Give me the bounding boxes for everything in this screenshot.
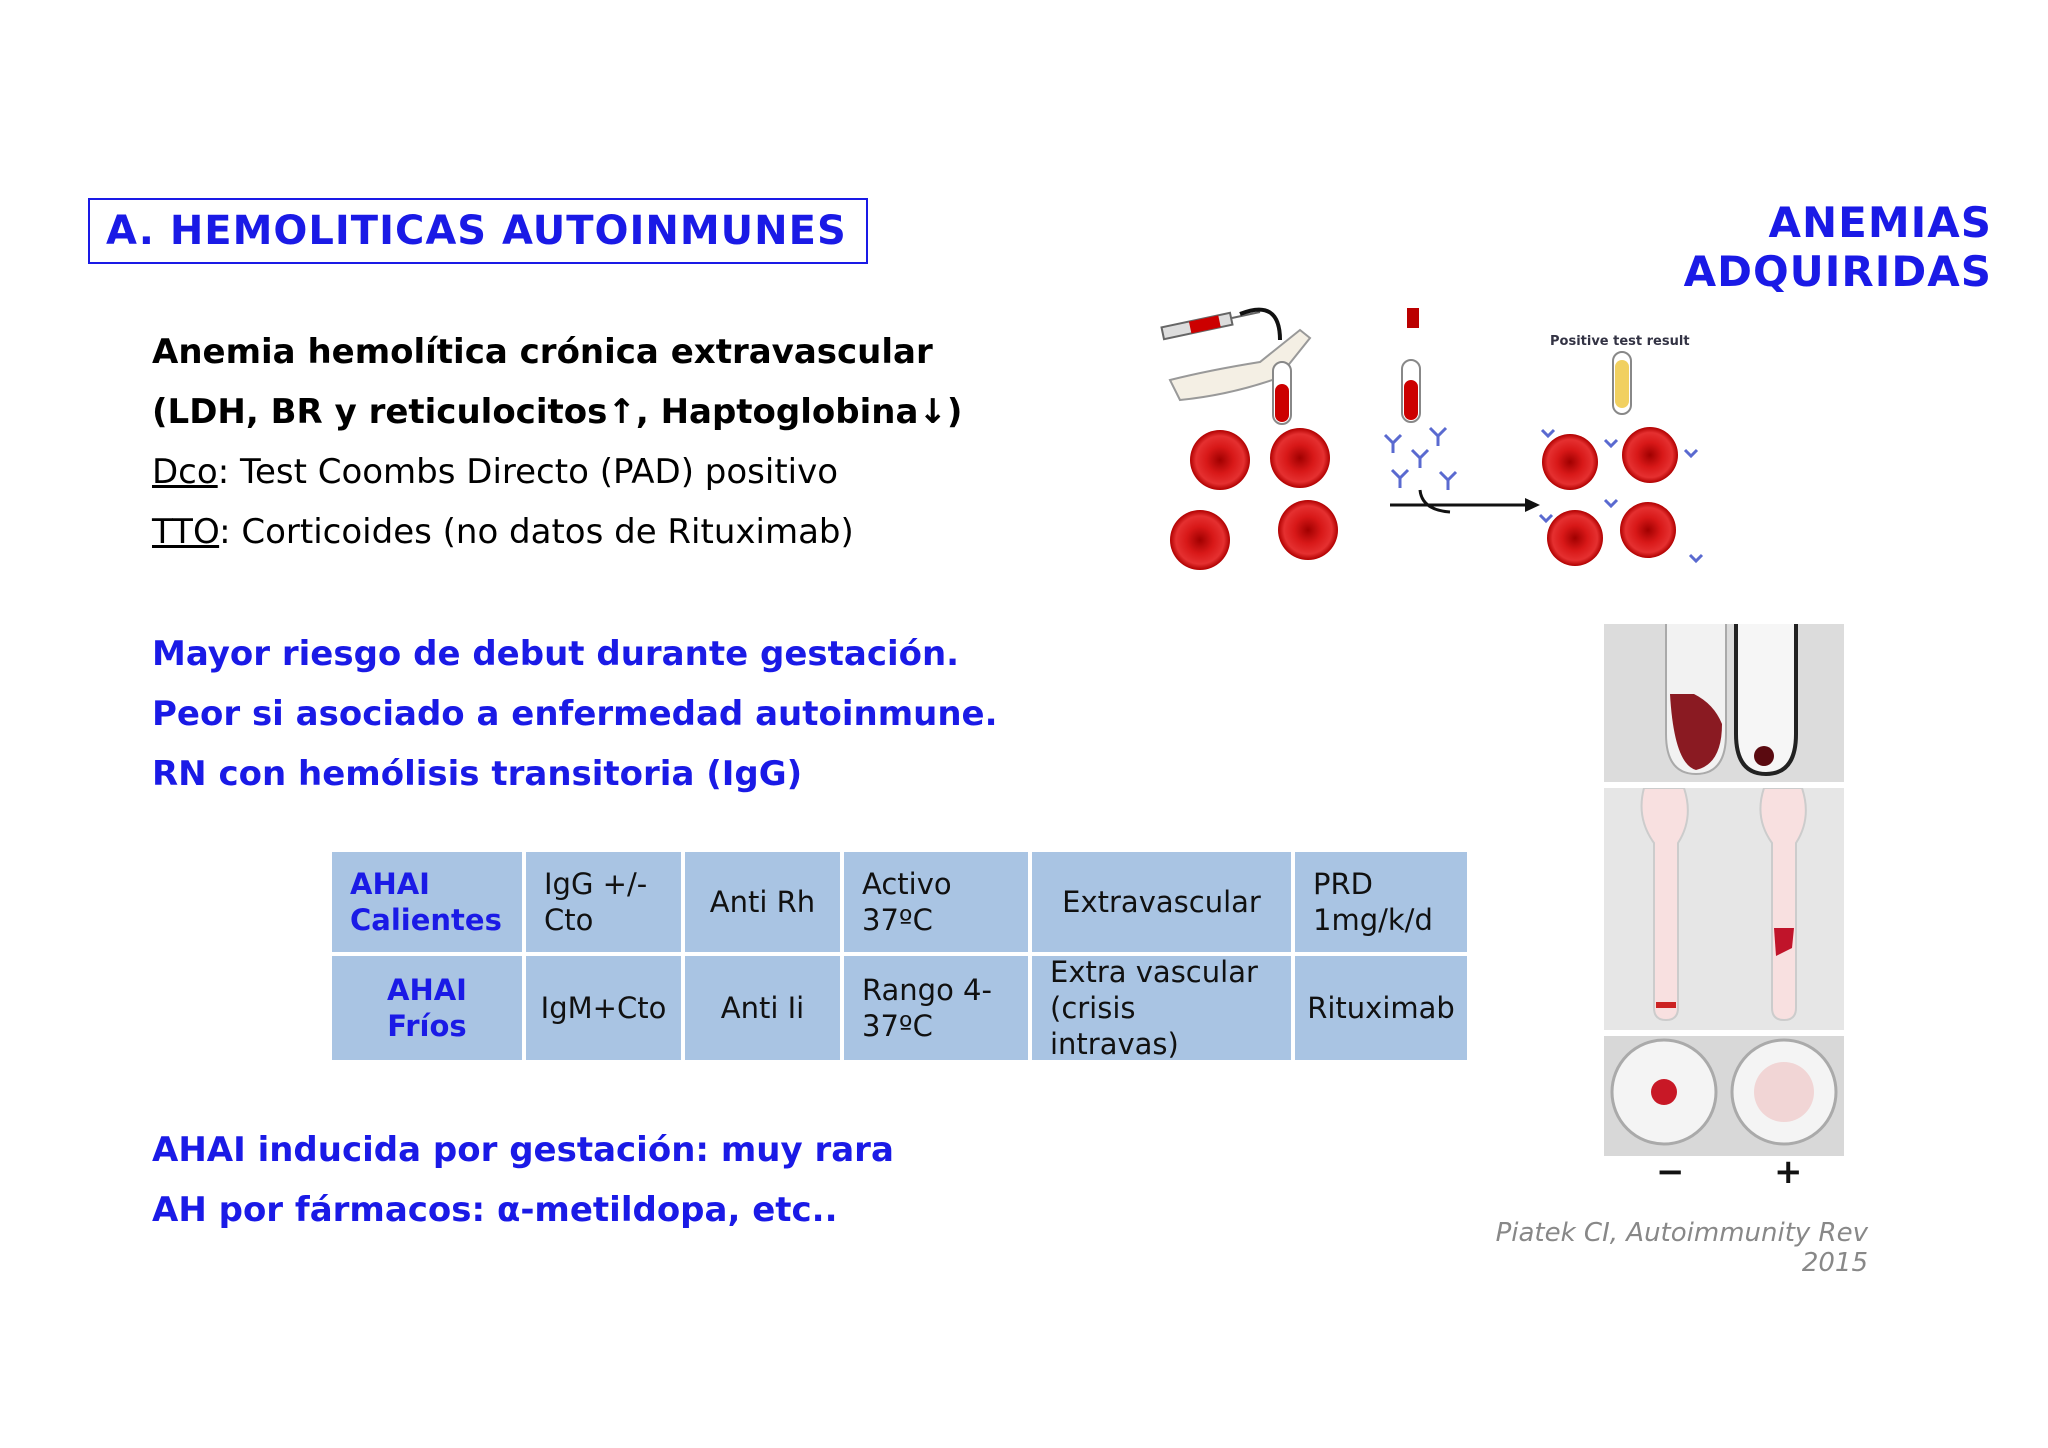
pregnancy-line-3: RN con hemólisis transitoria (IgG) bbox=[152, 754, 803, 794]
tube-photo-2 bbox=[1604, 788, 1844, 1030]
summary-line-2: (LDH, BR y reticulocitos↑, Haptoglobina↓) bbox=[152, 392, 963, 432]
treatment-text: : Corticoides (no datos de Rituximab) bbox=[219, 512, 854, 552]
table-cell: Anti Rh bbox=[685, 852, 840, 952]
page-title: A. HEMOLITICAS AUTOINMUNES bbox=[106, 208, 847, 254]
positive-sign: + bbox=[1774, 1152, 1803, 1192]
positive-result-label: Positive test result bbox=[1550, 334, 1690, 349]
table-cell: Rango 4- 37ºC bbox=[844, 956, 1028, 1060]
treatment-line bbox=[152, 502, 962, 562]
tube-photo-1 bbox=[1604, 624, 1844, 782]
summary-line-1: Anemia hemolítica crónica extravascular bbox=[152, 332, 933, 372]
table-cell: IgM+Cto bbox=[526, 956, 681, 1060]
dropper-icon bbox=[1402, 308, 1420, 422]
other-line-2: AH por fármacos: α-metildopa, etc.. bbox=[152, 1190, 838, 1230]
treatment-label: TTO bbox=[152, 512, 220, 552]
clinical-summary bbox=[152, 322, 962, 562]
syringe-icon bbox=[1162, 312, 1260, 339]
table-cell: Rituximab bbox=[1295, 956, 1467, 1060]
table-cell: AHAI Calientes bbox=[332, 852, 522, 952]
ahai-table bbox=[332, 852, 1467, 1060]
citation: Piatek CI, Autoimmunity Rev 2015 bbox=[1495, 1218, 1868, 1278]
agglutination-photos bbox=[1604, 624, 1844, 1196]
table-cell: IgG +/- Cto bbox=[526, 852, 681, 952]
test-tube-icon bbox=[1273, 362, 1291, 424]
negative-sign: − bbox=[1656, 1152, 1685, 1192]
section-heading: ANEMIAS ADQUIRIDAS bbox=[1683, 198, 1992, 296]
diagnosis-line bbox=[152, 442, 962, 502]
table-cell: Anti Ii bbox=[685, 956, 840, 1060]
other-line-1: AHAI inducida por gestación: muy rara bbox=[152, 1130, 894, 1170]
pregnancy-line-1: Mayor riesgo de debut durante gestación. bbox=[152, 634, 960, 674]
pregnancy-notes bbox=[152, 624, 998, 804]
pregnancy-line-2: Peor si asociado a enfermedad autoinmune. bbox=[152, 694, 998, 734]
red-blood-cell-icon bbox=[1542, 427, 1678, 566]
table-cell: Extra vascular (crisis intravas) bbox=[1032, 956, 1291, 1060]
title-box bbox=[88, 198, 868, 264]
well-plate-photo bbox=[1604, 1036, 1844, 1160]
table-cell: Extravascular bbox=[1032, 852, 1291, 952]
diagnosis-label: Dco bbox=[152, 452, 218, 492]
table-cell: AHAI Fríos bbox=[332, 956, 522, 1060]
antibody-icon bbox=[1385, 428, 1456, 490]
diagnosis-text: : Test Coombs Directo (PAD) positivo bbox=[217, 452, 839, 492]
other-causes bbox=[152, 1120, 894, 1240]
table-cell: Activo 37ºC bbox=[844, 852, 1028, 952]
coombs-test-illustration bbox=[1150, 300, 1730, 580]
red-blood-cell-icon bbox=[1170, 428, 1338, 570]
table-cell: PRD 1mg/k/d bbox=[1295, 852, 1467, 952]
